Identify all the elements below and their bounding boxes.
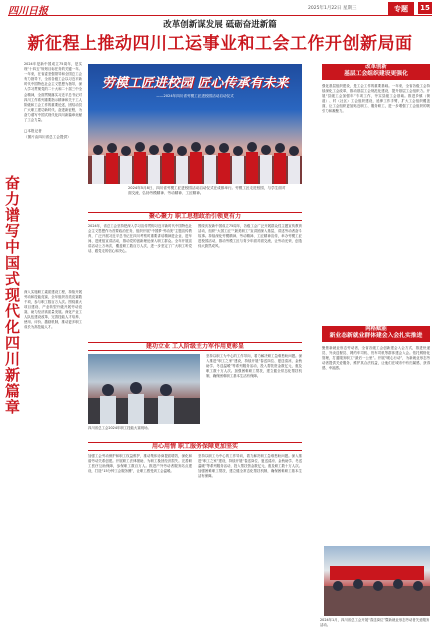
right-heading-1 (322, 64, 430, 80)
intro-box (24, 62, 82, 282)
lead-photo (88, 64, 302, 184)
photo-banner-sub: ——2024年四川省劳模工匠进校园活动启动仪式 (156, 94, 234, 98)
section-heading-2: 建功立业 工人阶级主力军作用更彰显 (88, 342, 302, 351)
service-activity-photo (324, 546, 430, 616)
right-heading-2 (322, 326, 430, 342)
intro-text: 2024年是新中国成立75周年，是实现“十四五”规划目标任务的关键一年。一年来，在省委坚强领导和全国总工会有力指导下，全省各级工会以习近平新时代中国特色社会主义思想为指导，深入学习贯彻党的二十大和二十届三中全会精神，全面贯彻落实习近平总书记对四川工作系列重要指示精神和关于工人阶级和工会工作的重要论述，团结动员广大职工建功新时代、奋进新征程，为奋力谱写中国式现代化四川新篇章贡献了工会力量。 (24, 62, 82, 123)
section-heading-3: 用心用情 职工服务保障更加坚实 (88, 442, 302, 451)
headline-kicker: 改革创新谋发展 砥砺奋进新篇 (163, 20, 277, 30)
main-headline: 新征程上推动四川工运事业和工会工作开创新局面 (27, 34, 413, 54)
masthead (8, 2, 432, 16)
right-heading-1-line1: 改革创新 (365, 64, 387, 70)
photo-banner-text: 劳模工匠进校园 匠心传承有未来 (101, 76, 289, 91)
right-article-1: 强化基层组织建设，是工会工作的重要基础。一年来，全省各级工会持续深化工会改革，推动基层工会规范化建设，提升基层工会组织力。开展“县级工会加强年”专项工作，夯实县级工会基础。推进乡镇（街道）、村（社区）工会组织建设，延伸工作手臂，扩大工会组织覆盖面，让工会组织更加贴近职工、服务职工，进一步增强了工会组织的吸引力和凝聚力。 (322, 84, 430, 114)
crowd-illustration (88, 126, 302, 184)
skills-contest-photo (88, 354, 200, 424)
article-column-5: 坚持以职工为中心的工作导向，着力解决职工急难愁盼问题。深入推进“职工之家”建设，持续开展“春送岗位、夏送清凉、金秋助学、冬送温暖”等系列服务活动，投入帮扶资金数亿元，惠及职工数十万人次。加强困难职工帮扶，建立健全常态化帮扶机制，确保困难职工基本生活有保障。 (198, 454, 302, 479)
contest-illustration (88, 354, 200, 424)
right-heading-1-line2: 基层工会组织建设更强化 (344, 71, 408, 77)
section-heading-1: 聚心聚力 职工思想政治引领更有力 (88, 212, 302, 221)
article-column-1: 2024年，省总工会坚持把深入学习宣传贯彻习近平新时代中国特色社会主义思想作为首要政治任务，组织开展“中国梦·劳动美”主题宣传教育，广泛开展习近平总书记在四川考察时重要讲话精神进企业、进车间、进班组宣讲活动，推动党的创新理论深入职工群众。全年开展宣讲活动上万场次，覆盖职工数百万人次，进一步坚定了广大职工听党话、跟党走的信心和决心。 (88, 224, 192, 254)
page-number: 15 (418, 2, 432, 14)
right-heading-2-line2: 新业态新就业群体建会入会扎实推进 (329, 333, 423, 339)
lead-photo-caption: 2024年5月8日，四川省劳模工匠进校园活动启动仪式在成都举行。劳模工匠走进校园，与学生面对面交流，弘扬劳模精神、劳动精神、工匠精神。 (128, 186, 286, 195)
article-column-2: 围绕庆祝新中国成立75周年，各级工会广泛开展群众性主题宣传教育活动，组织“大国工匠”“最美职工”宣讲团深入基层，讲述劳动者奋斗故事。持续深化劳模精神、劳动精神、工匠精神宣传，举办劳模工匠进校园活动，推动劳模工匠与青少年面对面交流，让劳动光荣、创造伟大蔚然成风。 (198, 224, 302, 249)
article-column-4: 加强工会劳动保护和职工权益维护，推动集体协商提质增效，深化和谐劳动关系创建。开展职工法律援助，为职工挽回经济损失。完善职工医疗互助保障，参保职工数百万人。推进户外劳动者服务站点建设，打造“15分钟工会服务圈”，让职工感受到工会温暖。 (88, 454, 192, 474)
intro-author (24, 129, 82, 140)
article-column-3: 坚持以职工为中心的工作导向，着力解决职工急难愁盼问题。深入推进“职工之家”建设，持续开展“春送岗位、夏送清凉、金秋助学、冬送温暖”等系列服务活动，投入帮扶资金数亿元，惠及职工数十万人次。加强困难职工帮扶，建立健全常态化帮扶机制，确保困难职工基本生活有保障。 (206, 354, 302, 379)
service-activity-caption: 2024年1月，四川省总工会开展“春送岗位”暨新就业形态劳动者关爱服务活动。 (320, 618, 430, 627)
vertical-slogan: 奋力谱写中国式现代化四川新篇章 (3, 175, 21, 415)
section-tab: 专题 (388, 2, 414, 16)
issue-date: 2025年1月22日 星期三 (308, 6, 357, 11)
author-name: □本报记者 (24, 129, 42, 134)
article-column-left: 深入实施职工素质建设工程，持续开展劳动和技能竞赛，全年组织各类竞赛数千项，参与职工数百万人次。围绕重大项目建设、产业转型升级开展劳动竞赛，助力经济高质量发展。深化产业工人队伍建设改革，完善技能人才培养、使用、评价、激励机制，推动更多职工成长为高技能人才。 (24, 290, 82, 330)
author-sub: （图片由四川省总工会提供） (24, 134, 71, 139)
right-article-2: 聚焦新就业形态劳动者，全省各级工会创新建会入会方式，推进快递员、外卖送餐员、网约车司机、货车司机等群体建会入会。依托网格化管理，打通服务职工“最后一公里”。开展“暖心行动”，为新就业形态劳动者提供关爱服务，维护其合法权益，让他们在城市中有归属感、获得感、幸福感。 (322, 346, 430, 371)
service-illustration (324, 546, 430, 616)
skills-contest-caption: 四川省总工会2024年职工技能大赛现场。 (88, 426, 151, 430)
newspaper-logo: 四川日报 (8, 6, 48, 17)
right-heading-2-line1: 网格赋能 (365, 326, 387, 332)
